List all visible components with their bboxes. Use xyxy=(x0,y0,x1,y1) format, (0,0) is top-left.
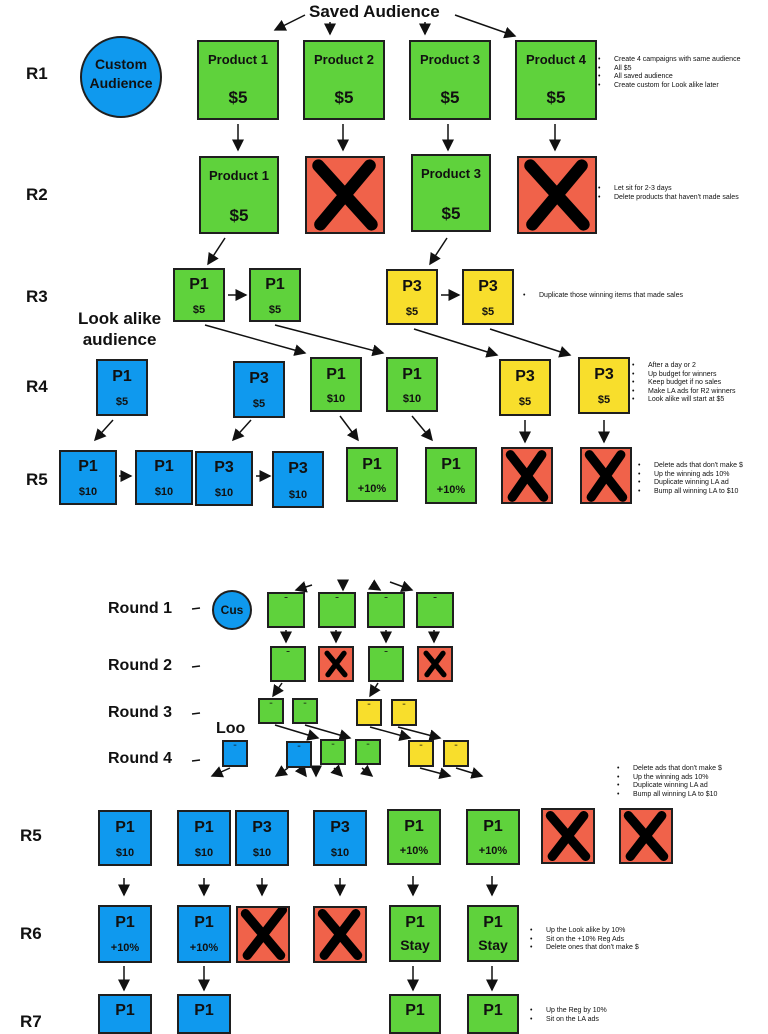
round-label-r5: R5 xyxy=(20,826,42,845)
ad-name: P1 xyxy=(154,458,174,475)
ad-name: P1 xyxy=(78,458,98,475)
note-item: • Sit on the LA ads xyxy=(530,1016,607,1025)
x-mark-icon xyxy=(238,908,288,961)
note-item: • Delete ones that don't make $ xyxy=(530,944,639,953)
mini-card-glyph: ˉ xyxy=(269,701,273,711)
product-price: $5 xyxy=(441,204,461,223)
round-label-3: Round 3 xyxy=(108,704,172,721)
ad-card xyxy=(467,994,519,1034)
ad-budget: +10% xyxy=(478,845,508,857)
note-item: • Create 4 campaigns with same audience xyxy=(598,56,740,65)
ad-card xyxy=(249,268,301,322)
note-item: • All saved audience xyxy=(598,73,740,82)
ad-name: P1 xyxy=(483,914,503,931)
look-alike-ad-card xyxy=(177,994,231,1034)
product-name: Product 4 xyxy=(526,52,586,67)
x-mark-icon xyxy=(519,158,595,232)
round-label-r5: R5 xyxy=(26,470,48,489)
note-item: • Up the winning ads 10% xyxy=(638,471,743,480)
ad-name: P3 xyxy=(402,278,422,295)
deleted-ad-card xyxy=(313,906,367,963)
saved-audience-title: Saved Audience xyxy=(309,2,440,21)
ad-card xyxy=(387,809,441,865)
ad-budget: $5 xyxy=(268,304,282,316)
round-label-4: Round 4 xyxy=(108,750,172,767)
ad-budget: $5 xyxy=(252,398,266,410)
ad-card xyxy=(310,357,362,412)
ad-name: P1 xyxy=(362,456,382,473)
deleted-ad-card xyxy=(619,808,673,864)
notes-r6 xyxy=(530,927,639,953)
ad-name: P3 xyxy=(288,460,308,477)
notes-r5 xyxy=(638,462,743,496)
ad-budget: +10% xyxy=(436,484,466,496)
x-mark-icon xyxy=(419,648,451,680)
product-card xyxy=(303,40,385,120)
deleted-product-card xyxy=(517,156,597,234)
ad-card xyxy=(467,905,519,962)
ad-name: P1 xyxy=(115,819,135,836)
note-item: • Duplicate winning LA ad xyxy=(638,479,743,488)
deleted-product-card xyxy=(305,156,385,234)
ad-budget: +10% xyxy=(189,942,219,954)
note-item: • Keep budget if no sales xyxy=(632,379,736,388)
ad-name: P1 xyxy=(402,366,422,383)
ad-budget: $10 xyxy=(402,393,422,405)
mini-product-card xyxy=(270,646,306,682)
ad-name: P1 xyxy=(115,1002,135,1019)
x-mark-icon xyxy=(315,908,365,961)
look-alike-truncated-label: Loo xyxy=(216,720,246,737)
ad-name: P1 xyxy=(194,819,214,836)
product-card xyxy=(197,40,279,120)
ad-name: P1 xyxy=(194,914,214,931)
ad-budget: +10% xyxy=(110,942,140,954)
deleted-ad-card xyxy=(501,447,553,504)
ad-name: P3 xyxy=(515,368,535,385)
look-alike-ad-card xyxy=(233,361,285,418)
note-item: • Up the Reg by 10% xyxy=(530,1007,607,1016)
ad-name: P1 xyxy=(112,368,132,385)
product-name: Product 3 xyxy=(420,52,480,67)
ad-name: P3 xyxy=(330,819,350,836)
ad-budget: $5 xyxy=(518,396,532,408)
note-item: • Delete ads that don't make $ xyxy=(638,462,743,471)
mini-ad-card xyxy=(258,698,284,724)
look-alike-ad-card xyxy=(195,451,253,506)
ad-card xyxy=(578,357,630,414)
notes-bottom-top xyxy=(617,765,722,799)
round-label-r6: R6 xyxy=(20,924,42,943)
ad-name: P1 xyxy=(441,456,461,473)
note-item: • Duplicate those winning items that made sales xyxy=(523,292,683,301)
mini-card-glyph: ˉ xyxy=(284,596,288,607)
look-alike-ad-card xyxy=(135,450,193,505)
round-label-2: Round 2 xyxy=(108,657,172,674)
product-price: $5 xyxy=(334,88,354,107)
look-alike-ad-card xyxy=(177,905,231,963)
mini-card-glyph: ˉ xyxy=(402,702,406,712)
ad-budget: $10 xyxy=(154,486,174,498)
ad-budget: $10 xyxy=(214,487,234,499)
ad-card xyxy=(389,905,441,962)
ad-card xyxy=(386,269,438,325)
mini-ad-card xyxy=(355,739,381,765)
notes-r1 xyxy=(598,56,740,90)
ad-name: P1 xyxy=(265,276,285,293)
ad-budget: $5 xyxy=(481,306,495,318)
custom-audience-circle: Cus xyxy=(212,590,252,630)
note-item: • Up the Look alike by 10% xyxy=(530,927,639,936)
look-alike-ad-card xyxy=(313,810,367,866)
ad-name: P1 xyxy=(483,1002,503,1019)
note-item: • Sit on the +10% Reg Ads xyxy=(530,936,639,945)
mini-card-glyph: ˉ xyxy=(233,743,237,753)
ad-budget: $5 xyxy=(115,396,129,408)
note-item: • After a day or 2 xyxy=(632,362,736,371)
notes-r7 xyxy=(530,1007,607,1024)
mini-ad-card xyxy=(320,739,346,765)
notes-r4 xyxy=(632,362,736,405)
ad-budget: $5 xyxy=(405,306,419,318)
round-label-r1: R1 xyxy=(26,64,48,83)
ad-name: P1 xyxy=(405,1002,425,1019)
mini-card-glyph: ˉ xyxy=(367,702,371,712)
look-alike-ad-card xyxy=(98,994,152,1034)
note-item: • Up the winning ads 10% xyxy=(617,774,722,783)
look-alike-audience-label: Look alike audience xyxy=(78,309,162,349)
ad-card xyxy=(389,994,441,1034)
mini-product-card xyxy=(367,592,405,628)
ad-budget: $10 xyxy=(288,489,308,501)
round-label-r7: R7 xyxy=(20,1012,42,1031)
note-item: • Delete ads that don't make $ xyxy=(617,765,722,774)
look-alike-ad-card xyxy=(59,450,117,505)
mini-product-card xyxy=(318,592,356,628)
note-item: • Let sit for 2-3 days xyxy=(598,185,739,194)
note-item: • All $5 xyxy=(598,65,740,74)
mini-card-glyph: ˉ xyxy=(303,701,307,711)
ad-budget: $5 xyxy=(192,304,206,316)
ad-budget: $10 xyxy=(115,847,135,859)
note-item: • Bump all winning LA to $10 xyxy=(617,791,722,800)
ad-card xyxy=(462,269,514,325)
ad-budget: $10 xyxy=(194,847,214,859)
mini-card-glyph: ˉ xyxy=(366,742,370,752)
x-mark-icon xyxy=(543,810,593,862)
look-alike-ad-card xyxy=(98,810,152,866)
look-alike-ad-card xyxy=(235,810,289,866)
look-alike-ad-card xyxy=(96,359,148,416)
mini-product-card xyxy=(416,592,454,628)
product-price: $5 xyxy=(228,88,248,107)
ad-budget: +10% xyxy=(357,483,387,495)
ad-budget: $5 xyxy=(597,394,611,406)
product-card xyxy=(515,40,597,120)
ad-budget: Stay xyxy=(400,937,430,953)
round-label-r4: R4 xyxy=(26,377,48,396)
mini-ad-card xyxy=(443,740,469,767)
ad-budget: Stay xyxy=(478,937,508,953)
mini-card-glyph: ˉ xyxy=(454,743,458,753)
ad-name: P3 xyxy=(478,278,498,295)
mini-ad-card xyxy=(292,698,318,724)
ad-name: P3 xyxy=(594,366,614,383)
mini-card-glyph: ˉ xyxy=(419,743,423,753)
mini-card-glyph: ˉ xyxy=(286,650,290,661)
ad-name: P3 xyxy=(214,459,234,476)
mini-deleted-card xyxy=(318,646,354,682)
ad-budget: $10 xyxy=(330,847,350,859)
look-alike-ad-card xyxy=(98,905,152,963)
product-card xyxy=(409,40,491,120)
mini-product-card xyxy=(368,646,404,682)
mini-deleted-card xyxy=(417,646,453,682)
note-item: • Delete products that haven't made sales xyxy=(598,194,739,203)
note-item: • Create custom for Look alike later xyxy=(598,82,740,91)
note-item: • Make LA ads for R2 winners xyxy=(632,388,736,397)
product-name: Product 1 xyxy=(209,168,269,183)
deleted-ad-card xyxy=(541,808,595,864)
ad-card xyxy=(173,268,225,322)
ad-name: P1 xyxy=(189,276,209,293)
round-label-r3: R3 xyxy=(26,287,48,306)
round-label-r2: R2 xyxy=(26,185,48,204)
x-mark-icon xyxy=(621,810,671,862)
product-card xyxy=(411,154,491,232)
product-price: $5 xyxy=(546,88,566,107)
mini-ad-card xyxy=(356,699,382,726)
product-name: Product 2 xyxy=(314,52,374,67)
notes-r3 xyxy=(523,292,683,301)
ad-budget: $10 xyxy=(252,847,272,859)
mini-card-glyph: ˉ xyxy=(384,596,388,607)
look-alike-ad-card xyxy=(177,810,231,866)
product-name: Product 1 xyxy=(208,52,268,67)
mini-ad-card xyxy=(391,699,417,726)
mini-card-glyph: ˉ xyxy=(384,650,388,661)
mini-look-alike-card xyxy=(286,741,312,768)
product-price: $5 xyxy=(440,88,460,107)
ad-card xyxy=(499,359,551,416)
ad-card xyxy=(466,809,520,865)
look-alike-ad-card xyxy=(272,451,324,508)
deleted-ad-card xyxy=(580,447,632,504)
mini-card-glyph: ˉ xyxy=(297,744,301,754)
x-mark-icon xyxy=(503,449,551,502)
mini-look-alike-card xyxy=(222,740,248,767)
ad-name: P3 xyxy=(252,819,272,836)
note-item: • Look alike will start at $5 xyxy=(632,396,736,405)
ad-budget: $10 xyxy=(326,393,346,405)
ad-name: P1 xyxy=(404,818,424,835)
custom-audience-circle: Custom Audience xyxy=(80,36,162,118)
mini-ad-card xyxy=(408,740,434,767)
ad-card xyxy=(346,447,398,502)
note-item: • Up budget for winners xyxy=(632,371,736,380)
mini-product-card xyxy=(267,592,305,628)
x-mark-icon xyxy=(320,648,352,680)
product-price: $5 xyxy=(229,206,249,225)
product-card xyxy=(199,156,279,234)
ad-budget: $10 xyxy=(78,486,98,498)
ad-card xyxy=(386,357,438,412)
ad-budget: +10% xyxy=(399,845,429,857)
ad-name: P1 xyxy=(194,1002,214,1019)
x-mark-icon xyxy=(307,158,383,232)
notes-r2 xyxy=(598,185,739,202)
ad-card xyxy=(425,447,477,504)
ad-name: P1 xyxy=(326,366,346,383)
deleted-ad-card xyxy=(236,906,290,963)
ad-name: P1 xyxy=(115,914,135,931)
note-item: • Duplicate winning LA ad xyxy=(617,782,722,791)
round-label-1: Round 1 xyxy=(108,600,172,617)
ad-name: P1 xyxy=(405,914,425,931)
x-mark-icon xyxy=(582,449,630,502)
note-item: • Bump all winning LA to $10 xyxy=(638,488,743,497)
ad-name: P1 xyxy=(483,818,503,835)
mini-card-glyph: ˉ xyxy=(433,596,437,607)
product-name: Product 3 xyxy=(421,166,481,181)
mini-card-glyph: ˉ xyxy=(331,742,335,752)
ad-name: P3 xyxy=(249,370,269,387)
mini-card-glyph: ˉ xyxy=(335,596,339,607)
